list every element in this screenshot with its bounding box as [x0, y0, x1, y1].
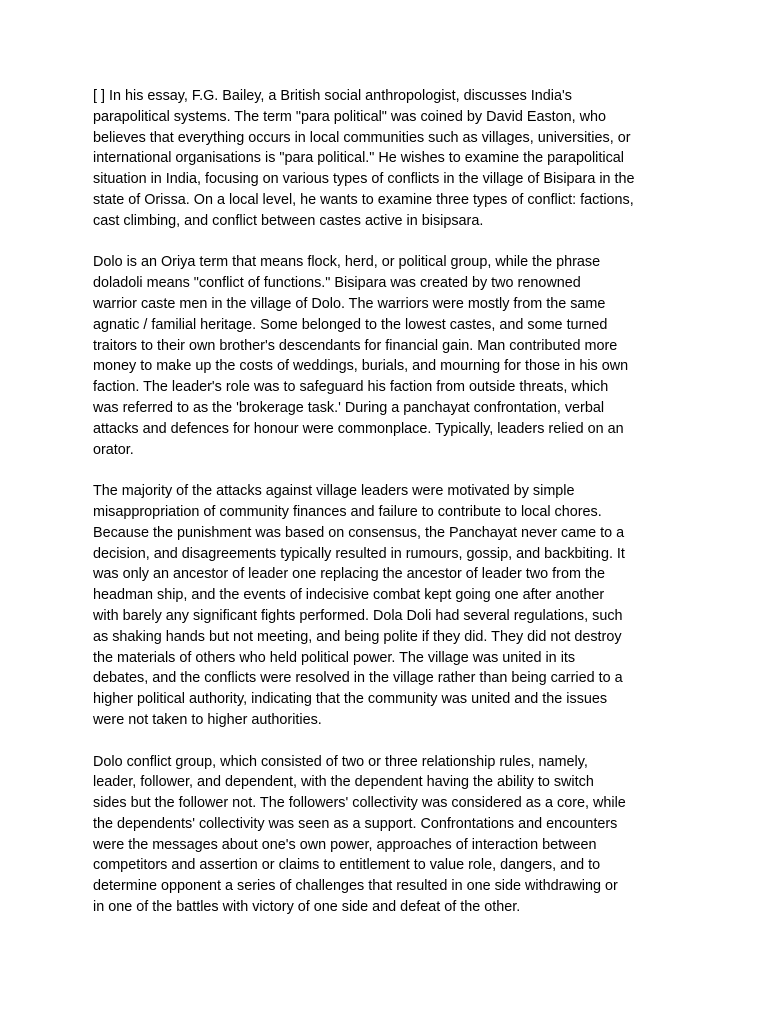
text-line: parapolitical systems. The term "para political" was coined by David Easton, who [93, 108, 607, 125]
text-line: with barely any significant fights performed. Dola Doli had several regulations, such [93, 607, 623, 624]
text-line: warrior caste men in the village of Dolo. The warriors were mostly from the same [93, 295, 606, 312]
text-line: was referred to as the 'brokerage task.' During a panchayat confrontation, verbal [93, 399, 605, 416]
text-line: orator. [93, 441, 134, 458]
paragraph-4 [93, 752, 693, 918]
text-line: agnatic / familial heritage. Some belonged to the lowest castes, and some turned [93, 316, 608, 333]
paragraph-2 [93, 252, 693, 460]
text-line: misappropriation of community finances and failure to contribute to local chores. [93, 503, 602, 520]
text-line: Dolo is an Oriya term that means flock, herd, or political group, while the phrase [93, 254, 601, 271]
paragraph-3 [93, 481, 693, 731]
text-line: the dependents' collectivity was seen as a support. Confrontations and encounters [93, 815, 618, 832]
text-line: doladoli means "conflict of functions." Bisipara was created by two renowned [93, 275, 581, 292]
text-line: [ ] In his essay, F.G. Bailey, a British social anthropologist, discusses India's [93, 88, 572, 104]
text-line: decision, and disagreements typically resulted in rumours, gossip, and backbiting. It [93, 545, 625, 562]
text-line: was only an ancestor of leader one replacing the ancestor of leader two from the [93, 566, 605, 583]
text-line: determine opponent a series of challenges that resulted in one side withdrawing or [93, 878, 618, 895]
text-line: cast climbing, and conflict between castes active in bisipsara. [93, 212, 484, 229]
text-line: traitors to their own brother's descendants for financial gain. Man contributed more [93, 337, 618, 354]
text-line: state of Orissa. On a local level, he wants to examine three types of conflict: factions, [93, 191, 634, 208]
paragraph-1 [93, 86, 693, 232]
text-line: as shaking hands but not meeting, and being polite if they did. They did not destroy [93, 628, 622, 645]
text-line: international organisations is "para political." He wishes to examine the parapolitical [93, 150, 624, 167]
text-line: Dolo conflict group, which consisted of two or three relationship rules, namely, [93, 753, 588, 770]
text-line: higher political authority, indicating that the community was united and the issues [93, 691, 608, 708]
text-line: competitors and assertion or claims to entitlement to value role, dangers, and to [93, 857, 601, 874]
text-line: debates, and the conflicts were resolved in the village rather than being carried to a [93, 670, 623, 687]
text-line: in one of the battles with victory of one side and defeat of the other. [93, 899, 521, 916]
text-line: Because the punishment was based on consensus, the Panchayat never came to a [93, 524, 625, 541]
text-line: attacks and defences for honour were commonplace. Typically, leaders relied on an [93, 420, 624, 437]
text-line: faction. The leader's role was to safeguard his faction from outside threats, which [93, 379, 609, 396]
text-line: leader, follower, and dependent, with the dependent having the ability to switch [93, 774, 594, 791]
document-page [93, 86, 693, 939]
text-line: situation in India, focusing on various types of conflicts in the village of Bisipara in the [93, 171, 635, 188]
text-line: believes that everything occurs in local communities such as villages, universities, or [93, 129, 631, 146]
text-line: The majority of the attacks against village leaders were motivated by simple [93, 483, 575, 500]
text-line: money to make up the costs of weddings, burials, and mourning for those in his own [93, 358, 629, 375]
text-line: headman ship, and the events of indecisive combat kept going one after another [93, 587, 605, 604]
text-line: sides but the follower not. The followers' collectivity was considered as a core, while [93, 795, 626, 812]
text-line: were not taken to higher authorities. [93, 711, 322, 728]
text-line: were the messages about one's own power, approaches of interaction between [93, 836, 597, 853]
text-line: the materials of others who held political power. The village was united in its [93, 649, 576, 666]
